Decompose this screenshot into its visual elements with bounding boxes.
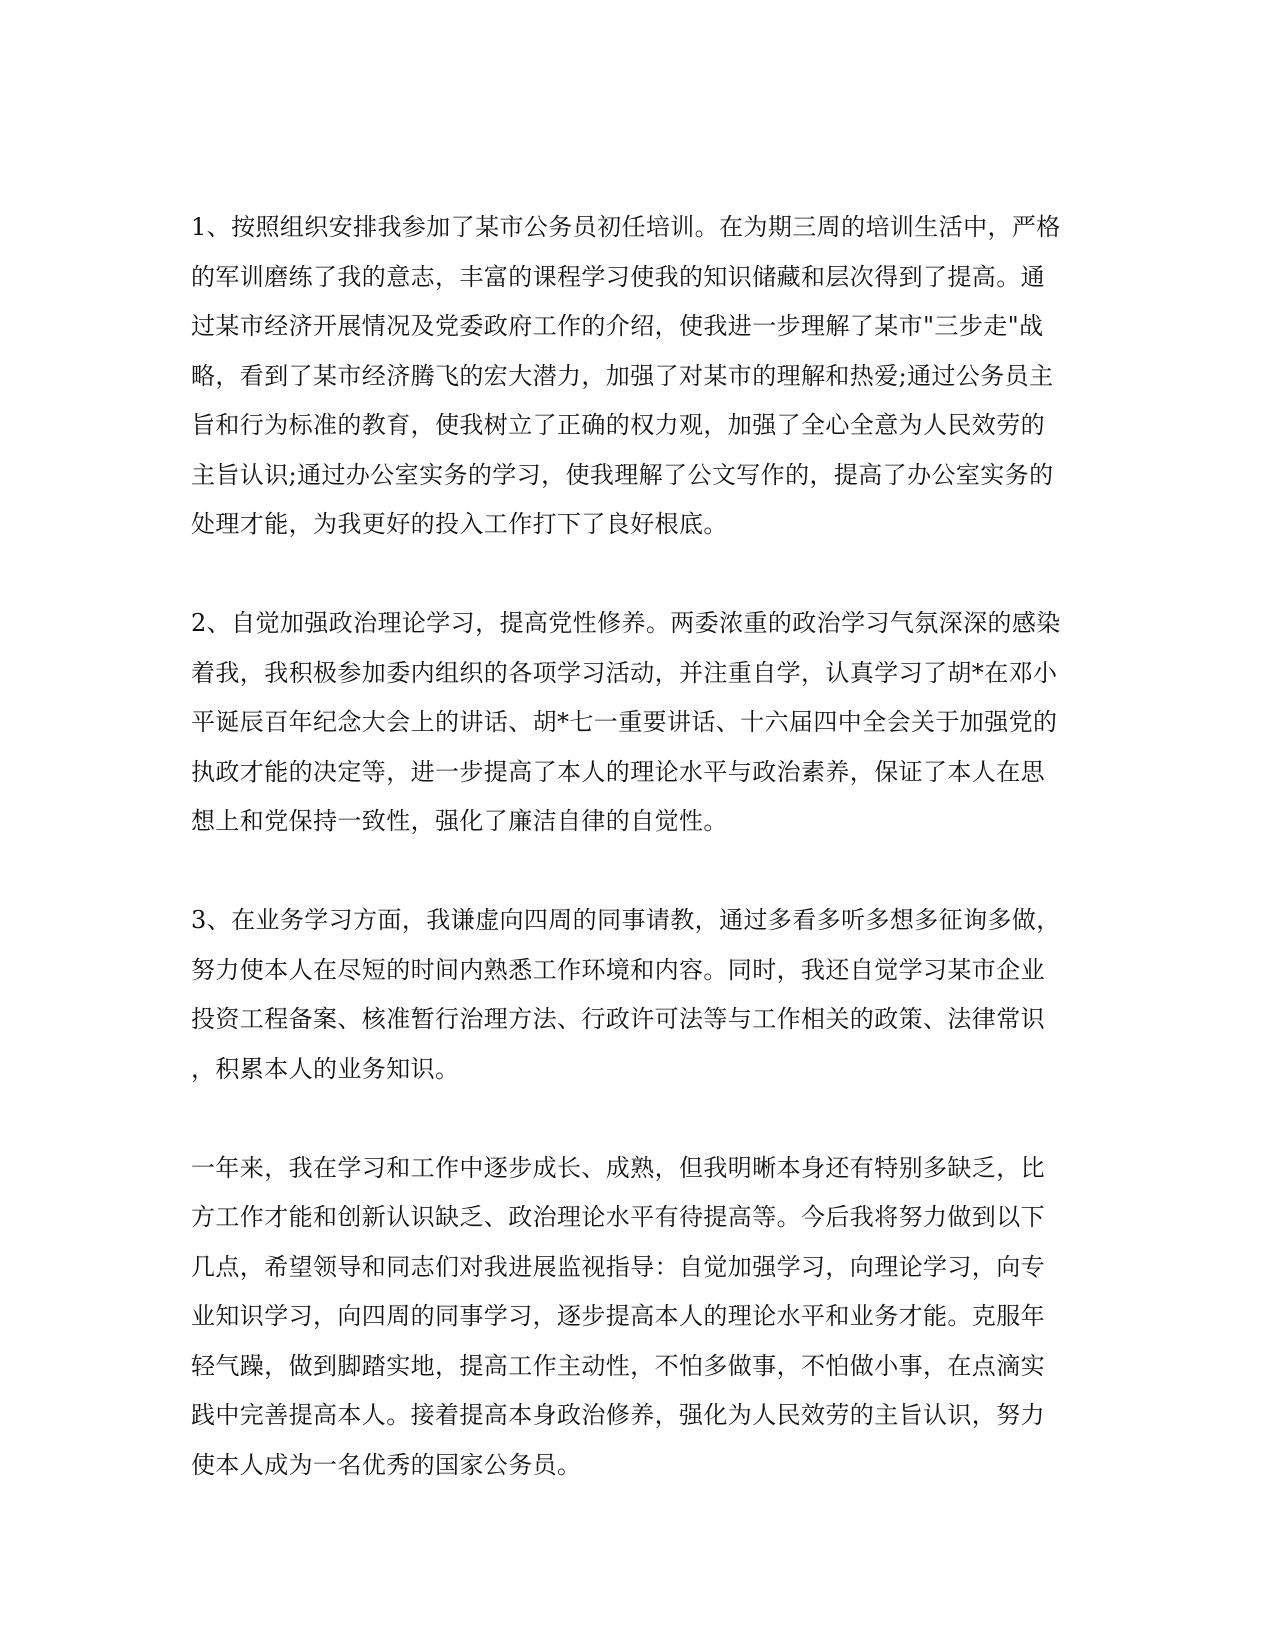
paragraph-line: 处理才能，为我更好的投入工作打下了良好根底。 — [191, 510, 728, 538]
paragraph-line: 旨和行为标准的教育，使我树立了正确的权力观，加强了全心全意为人民效劳的 — [191, 411, 1045, 439]
paragraph-line: 努力使本人在尽短的时间内熟悉工作环境和内容。同时，我还自觉学习某市企业 — [191, 955, 1045, 984]
paragraph-3 — [191, 896, 1081, 1094]
paragraph-line: 主旨认识;通过办公室实务的学习，使我理解了公文写作的，提高了办公室实务的 — [191, 460, 1054, 489]
paragraph-line: 略，看到了某市经济腾飞的宏大潜力，加强了对某市的理解和热爱;通过公务员主 — [191, 361, 1054, 390]
paragraph-line: ，积累本人的业务知识。 — [191, 1054, 460, 1083]
paragraph-4 — [191, 1144, 1081, 1491]
paragraph-line: 几点，希望领导和同志们对我进展监视指导：自觉加强学习，向理论学习，向专 — [191, 1252, 1045, 1281]
paragraph-line: 过某市经济开展情况及党委政府工作的介绍，使我进一步理解了某市"三步走"战 — [191, 312, 1044, 340]
paragraph-2 — [191, 599, 1081, 847]
paragraph-line: 平诞辰百年纪念大会上的讲话、胡*七一重要讲话、十六届四中全会关于加强党的 — [191, 708, 1058, 736]
paragraph-line: 使本人成为一名优秀的国家公务员。 — [191, 1450, 582, 1479]
paragraph-line: 的军训磨练了我的意志，丰富的课程学习使我的知识储藏和层次得到了提高。通 — [191, 262, 1045, 291]
paragraph-line: 1、按照组织安排我参加了某市公务员初任培训。在为期三周的培训生活中，严格 — [191, 213, 1061, 241]
paragraph-1 — [191, 203, 1081, 550]
paragraph-line: 业知识学习，向四周的同事学习，逐步提高本人的理论水平和业务才能。克服年 — [191, 1302, 1045, 1330]
paragraph-line: 着我，我积极参加委内组织的各项学习活动，并注重自学，认真学习了胡*在邓小 — [191, 658, 1058, 687]
paragraph-line: 3、在业务学习方面，我谦虚向四周的同事请教，通过多看多听多想多征询多做， — [191, 906, 1061, 934]
document-body — [191, 203, 1081, 1540]
paragraph-line: 2、自觉加强政治理论学习，提高党性修养。两委浓重的政治学习气氛深深的感染 — [191, 609, 1061, 637]
paragraph-line: 轻气躁，做到脚踏实地，提高工作主动性，不怕多做事，不怕做小事，在点滴实 — [191, 1351, 1045, 1380]
paragraph-line: 执政才能的决定等，进一步提高了本人的理论水平与政治素养，保证了本人在思 — [191, 757, 1045, 786]
paragraph-line: 践中完善提高本人。接着提高本身政治修养，强化为人民效劳的主旨认识，努力 — [191, 1401, 1045, 1429]
paragraph-line: 方工作才能和创新认识缺乏、政治理论水平有待提高等。今后我将努力做到以下 — [191, 1203, 1045, 1231]
paragraph-line: 投资工程备案、核准暂行治理方法、行政许可法等与工作相关的政策、法律常识 — [191, 1005, 1045, 1033]
paragraph-line: 一年来，我在学习和工作中逐步成长、成熟，但我明晰本身还有特别多缺乏，比 — [191, 1153, 1045, 1182]
paragraph-line: 想上和党保持一致性，强化了廉洁自律的自觉性。 — [191, 807, 728, 835]
